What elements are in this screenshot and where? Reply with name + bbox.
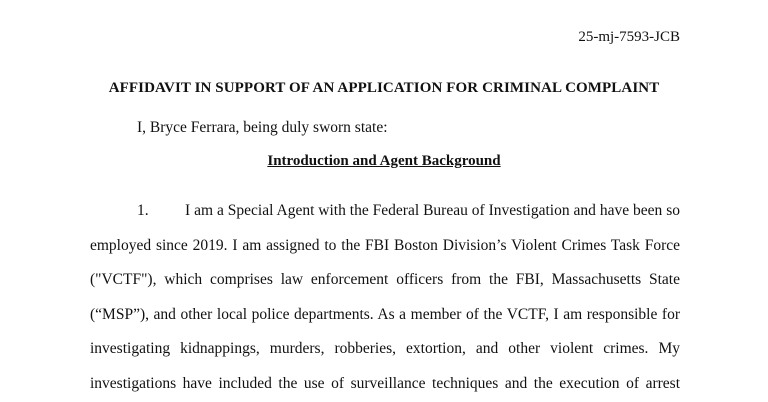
- paragraph-line: ("VCTF"), which comprises law enforcement officers from the FBI, Massachusetts State: [90, 271, 680, 288]
- paragraph-line: employed since 2019. I am assigned to the FBI Boston Division’s Violent Crimes Task Force: [90, 236, 680, 254]
- paragraph-number: 1.: [137, 202, 149, 219]
- document-title: AFFIDAVIT IN SUPPORT OF AN APPLICATION FOR CRIMINAL COMPLAINT: [108, 80, 660, 96]
- paragraph-line: investigating kidnappings, murders, robberies, extortion, and other violent crimes. My: [90, 340, 680, 357]
- section-heading: Introduction and Agent Background: [267, 153, 501, 169]
- case-number: 25-mj-7593-JCB: [578, 29, 680, 45]
- paragraph-line: investigations have included the use of surveillance techniques and the execution of arrest: [90, 374, 680, 392]
- paragraph-line-text: I am a Special Agent with the Federal Bureau of Investigation and have been so: [185, 202, 680, 219]
- paragraph-line: (“MSP”), and other local police departments. As a member of the VCTF, I am responsible for: [90, 305, 680, 323]
- intro-statement: I, Bryce Ferrara, being duly sworn state:: [137, 119, 388, 136]
- paragraph-1: [90, 194, 680, 401]
- paragraph-line: [90, 194, 680, 229]
